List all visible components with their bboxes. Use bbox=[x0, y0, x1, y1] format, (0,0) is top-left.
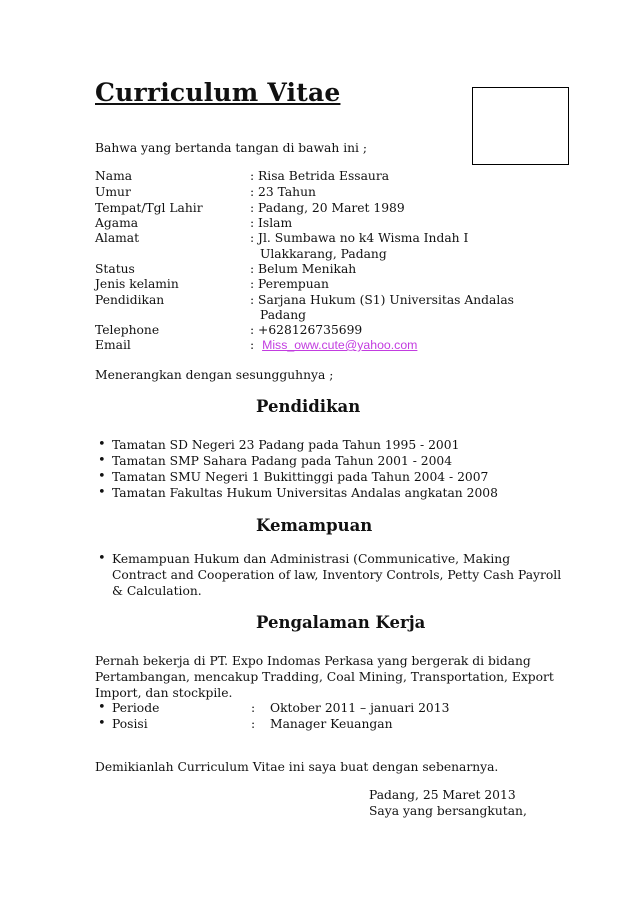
email-colon: : bbox=[250, 338, 255, 352]
experience-paragraph-line: Import, dan stockpile. bbox=[95, 686, 233, 700]
closing-text: Demikianlah Curriculum Vitae ini saya buat dengan sebenarnya. bbox=[95, 760, 499, 774]
page-title: Curriculum Vitae bbox=[95, 78, 341, 107]
value-umur: : 23 Tahun bbox=[250, 185, 316, 199]
label-agama: Agama bbox=[95, 216, 139, 230]
education-item: Tamatan SMP Sahara Padang pada Tahun 2001 - 2004 bbox=[112, 454, 453, 468]
value-alamat-cont: Ulakkarang, Padang bbox=[260, 247, 387, 261]
bullet-icon: • bbox=[98, 551, 106, 566]
bullet-icon: • bbox=[98, 716, 106, 731]
email-link[interactable]: Miss_oww.cute@yahoo.com bbox=[262, 338, 418, 352]
label-nama: Nama bbox=[95, 169, 133, 183]
detail-value-periode: Oktober 2011 – januari 2013 bbox=[270, 701, 450, 715]
value-alamat: : Jl. Sumbawa no k4 Wisma Indah I bbox=[250, 231, 469, 245]
value-agama: : Islam bbox=[250, 216, 293, 230]
value-pendidikan: : Sarjana Hukum (S1) Universitas Andalas bbox=[250, 293, 514, 307]
education-item: Tamatan SD Negeri 23 Padang pada Tahun 1995 - 2001 bbox=[112, 438, 460, 452]
skills-line: Kemampuan Hukum dan Administrasi (Communicative, Making bbox=[112, 552, 511, 566]
label-pendidikan: Pendidikan bbox=[95, 293, 165, 307]
value-ttl: : Padang, 20 Maret 1989 bbox=[250, 201, 405, 215]
label-status: Status bbox=[95, 262, 135, 276]
skills-heading: Kemampuan bbox=[256, 516, 373, 535]
detail-value-posisi: Manager Keuangan bbox=[270, 717, 393, 731]
value-telephone: : +628126735699 bbox=[250, 323, 363, 337]
bullet-icon: • bbox=[98, 485, 106, 500]
experience-heading: Pengalaman Kerja bbox=[256, 613, 426, 632]
declaration-text: Menerangkan dengan sesungguhnya ; bbox=[95, 368, 334, 382]
detail-sep: : bbox=[251, 701, 256, 715]
value-jenis-kelamin: : Perempuan bbox=[250, 277, 329, 291]
value-status: : Belum Menikah bbox=[250, 262, 357, 276]
detail-sep: : bbox=[251, 717, 256, 731]
value-email bbox=[250, 337, 417, 353]
label-email: Email bbox=[95, 338, 131, 352]
education-heading: Pendidikan bbox=[256, 397, 361, 416]
skills-line: & Calculation. bbox=[112, 584, 202, 598]
experience-paragraph-line: Pertambangan, mencakup Tradding, Coal Mining, Transportation, Export bbox=[95, 670, 554, 684]
intro-text: Bahwa yang bertanda tangan di bawah ini ; bbox=[95, 141, 368, 155]
photo-placeholder bbox=[472, 87, 569, 165]
label-umur: Umur bbox=[95, 185, 131, 199]
bullet-icon: • bbox=[98, 437, 106, 452]
signature-place-date: Padang, 25 Maret 2013 bbox=[369, 788, 516, 802]
detail-label-posisi: Posisi bbox=[112, 717, 148, 731]
bullet-icon: • bbox=[98, 700, 106, 715]
label-telephone: Telephone bbox=[95, 323, 160, 337]
signature-line: Saya yang bersangkutan, bbox=[369, 804, 527, 818]
education-item: Tamatan SMU Negeri 1 Bukittinggi pada Tahun 2004 - 2007 bbox=[112, 470, 489, 484]
label-jenis-kelamin: Jenis kelamin bbox=[95, 277, 179, 291]
skills-line: Contract and Cooperation of law, Inventory Controls, Petty Cash Payroll bbox=[112, 568, 562, 582]
label-ttl: Tempat/Tgl Lahir bbox=[95, 201, 203, 215]
bullet-icon: • bbox=[98, 453, 106, 468]
experience-paragraph-line: Pernah bekerja di PT. Expo Indomas Perkasa yang bergerak di bidang bbox=[95, 654, 531, 668]
value-pendidikan-cont: Padang bbox=[260, 308, 307, 322]
detail-label-periode: Periode bbox=[112, 701, 160, 715]
education-item: Tamatan Fakultas Hukum Universitas Andalas angkatan 2008 bbox=[112, 486, 498, 500]
label-alamat: Alamat bbox=[95, 231, 140, 245]
value-nama: : Risa Betrida Essaura bbox=[250, 169, 390, 183]
bullet-icon: • bbox=[98, 469, 106, 484]
